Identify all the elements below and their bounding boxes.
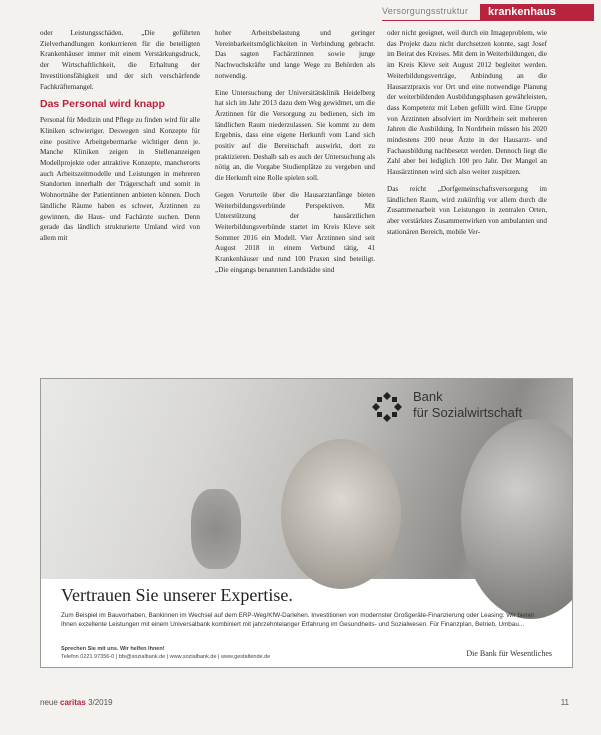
page-number: 11: [560, 698, 569, 707]
ad-slogan: Die Bank für Wesentliches: [466, 649, 552, 658]
ad-contact: [61, 645, 270, 661]
subheading: Das Personal wird knapp: [40, 98, 165, 111]
bank-name: [413, 389, 522, 421]
footer-brand: [40, 698, 113, 707]
bank-name-line: Bank: [413, 389, 443, 404]
paragraph: Das reicht „Dorfgemeinschaftsversorgung im ländlichen Raum, wird zukünftig vor allem durch die Zusammenarbeit von Leistungen in zentralen Orten, aber verstärktes Zusammenwirken von ambulanten und stationären Bereich, mobile Ver-: [387, 184, 547, 236]
paragraph: oder Leistungsschäden. „Die geführten Zielverhandlungen konkurrieren für die beteiligten Krankenhäuser immer mit einem Verstärkungsdruck, der Wirtschaftlichkeit, die Erhaltung der Investitionsfähigkeit und der sich verschärfende Fachkräftemangel.: [40, 29, 200, 91]
header-rule: [382, 20, 594, 21]
advertisement: [40, 378, 573, 668]
contact-details: Telefon 0221 97356-0 | bfs@sozialbank.de | www.sozialbank.de | www.gestaltende.de: [61, 654, 271, 660]
article-column-1: [40, 28, 200, 368]
issue-number: 3/2019: [88, 698, 113, 707]
brand-prefix: neue: [40, 698, 58, 707]
brand-name: caritas: [60, 698, 86, 707]
article-column-2: [215, 28, 375, 368]
person-silhouette: [461, 419, 573, 619]
bank-logo-icon: [371, 391, 403, 423]
paragraph: hoher Arbeitsbelastung und geringer Vereinbarkeitsmöglichkeiten in Verbindung gebracht. Das sagten Fachärztinnen sowie junge Nachwuchskräfte und lange Wege zu Behörden als notwendig.: [215, 29, 375, 80]
section-rubric: Versorgungsstruktur: [382, 6, 469, 16]
ad-headline: Vertrauen Sie unserer Expertise.: [61, 585, 293, 605]
bank-name-line: für Sozialwirtschaft: [413, 405, 523, 420]
person-silhouette: [191, 489, 241, 569]
paragraph: oder nicht geeignet, weil durch ein Imageproblem, wie das Projekt dazu nicht durchsetzen konnte, sagt Josef im Beirat des Kreises. Mit dem in Weiterbildungen, die im Kreis Kleve seit August 2012 begleitet werden. Weiterbildungsverträge, Anbindung an die Hausarztpraxis vor Ort und eine notwendige Planung der weiterbildenden Ausbildungsphasen gewährleisten, dass Kompetenz mit Leben gefüllt wird. Eine Gruppe von Ärztinnen absolviert im Nordrhein seit mehreren Jahren die Ausbildung. In Nordrhein müssen bis 2020 mindestens 200 neue Ärzte in der Hausarzt- und Fachausbildung nachbesetzt werden. Dennoch liegt die Zahl aber bei lediglich 100 pro Jahr. Der Mangel an Hausärztinnen wird sich also weiter zuspitzen.: [387, 29, 547, 177]
paragraph: Personal für Medizin und Pflege zu finden wird für alle Kliniken schwieriger. Deswegen sind Konzepte für eine positive Arbeitgebermarke wichtiger denn je. Manche Kliniken zeigen in Stellenanzeigen Modellprojekte oder attraktive Konzepte, mancherorts auch Arbeitszeitmodelle und Leistungen in mehreren Standorten innerhalb der Trägerschaft und somit in Wohnortnähe der Patientinnen anbieten können. Doch ländliche Räume haben es schwer, Ärztinnen zu gewinnen, die Haus- und Fachärzte suchen. Denn gerade das ländlich strukturierte Umland wird von allem mit: [40, 116, 200, 242]
article-column-3: [387, 28, 547, 368]
contact-heading: Sprechen Sie mit uns. Wir helfen Ihnen!: [61, 646, 165, 652]
section-tag: krankenhaus: [480, 4, 594, 20]
ad-body: Zum Beispiel im Bauvorhaben, Bankinnen im Wechsel auf dem ERP-Weg/KfW-Darlehen. Investitionen von modernster Großgeräte-Finanzierung oder Leasing: Wir bieten Ihnen exzellente Leistungen mit einem Universalbank kombiniert mit jahrzehntelanger Erfahrung im Gesundheits- und Sozialwesen. Für Finanzplan, Betrieb, Umbau...: [61, 612, 535, 628]
person-silhouette: [281, 439, 401, 589]
paragraph: Eine Untersuchung der Universitätsklinik Heidelberg hat sich im Jahr 2013 dazu dem Weg gewidmet, um die Ärztinnen für die Versorgung zu bedienen, sich im ländlichen Raum niederzulassen. Sie kommt zu dem Ergebnis, dass eine eigene Herkunft vom Land sich positiv auf die Bereitschaft auswirkt, dort zu praktizieren. Deshalb sah es auch der Untersuchung als nötig an, die Vorgabe Studienplätze zu vergeben und die Herkunft eine Rolle spielen soll.: [215, 88, 375, 183]
paragraph: Gegen Vorurteile über die Hausarztanfänge bieten Weiterbildungsverbünde Perspektiven. Mit Unterstützung der hausärztlichen Weiterbildungsverbünde startet im Kreis Kleve seit Sommer 2016 ein Modell. Vier Ärztinnen sind seit August 2018 in einem Verbund tätig, 41 Krankenhäuser und rund 100 Praxen sind beteiligt. „Die eingangs benannten Landstädte sind: [215, 190, 375, 274]
